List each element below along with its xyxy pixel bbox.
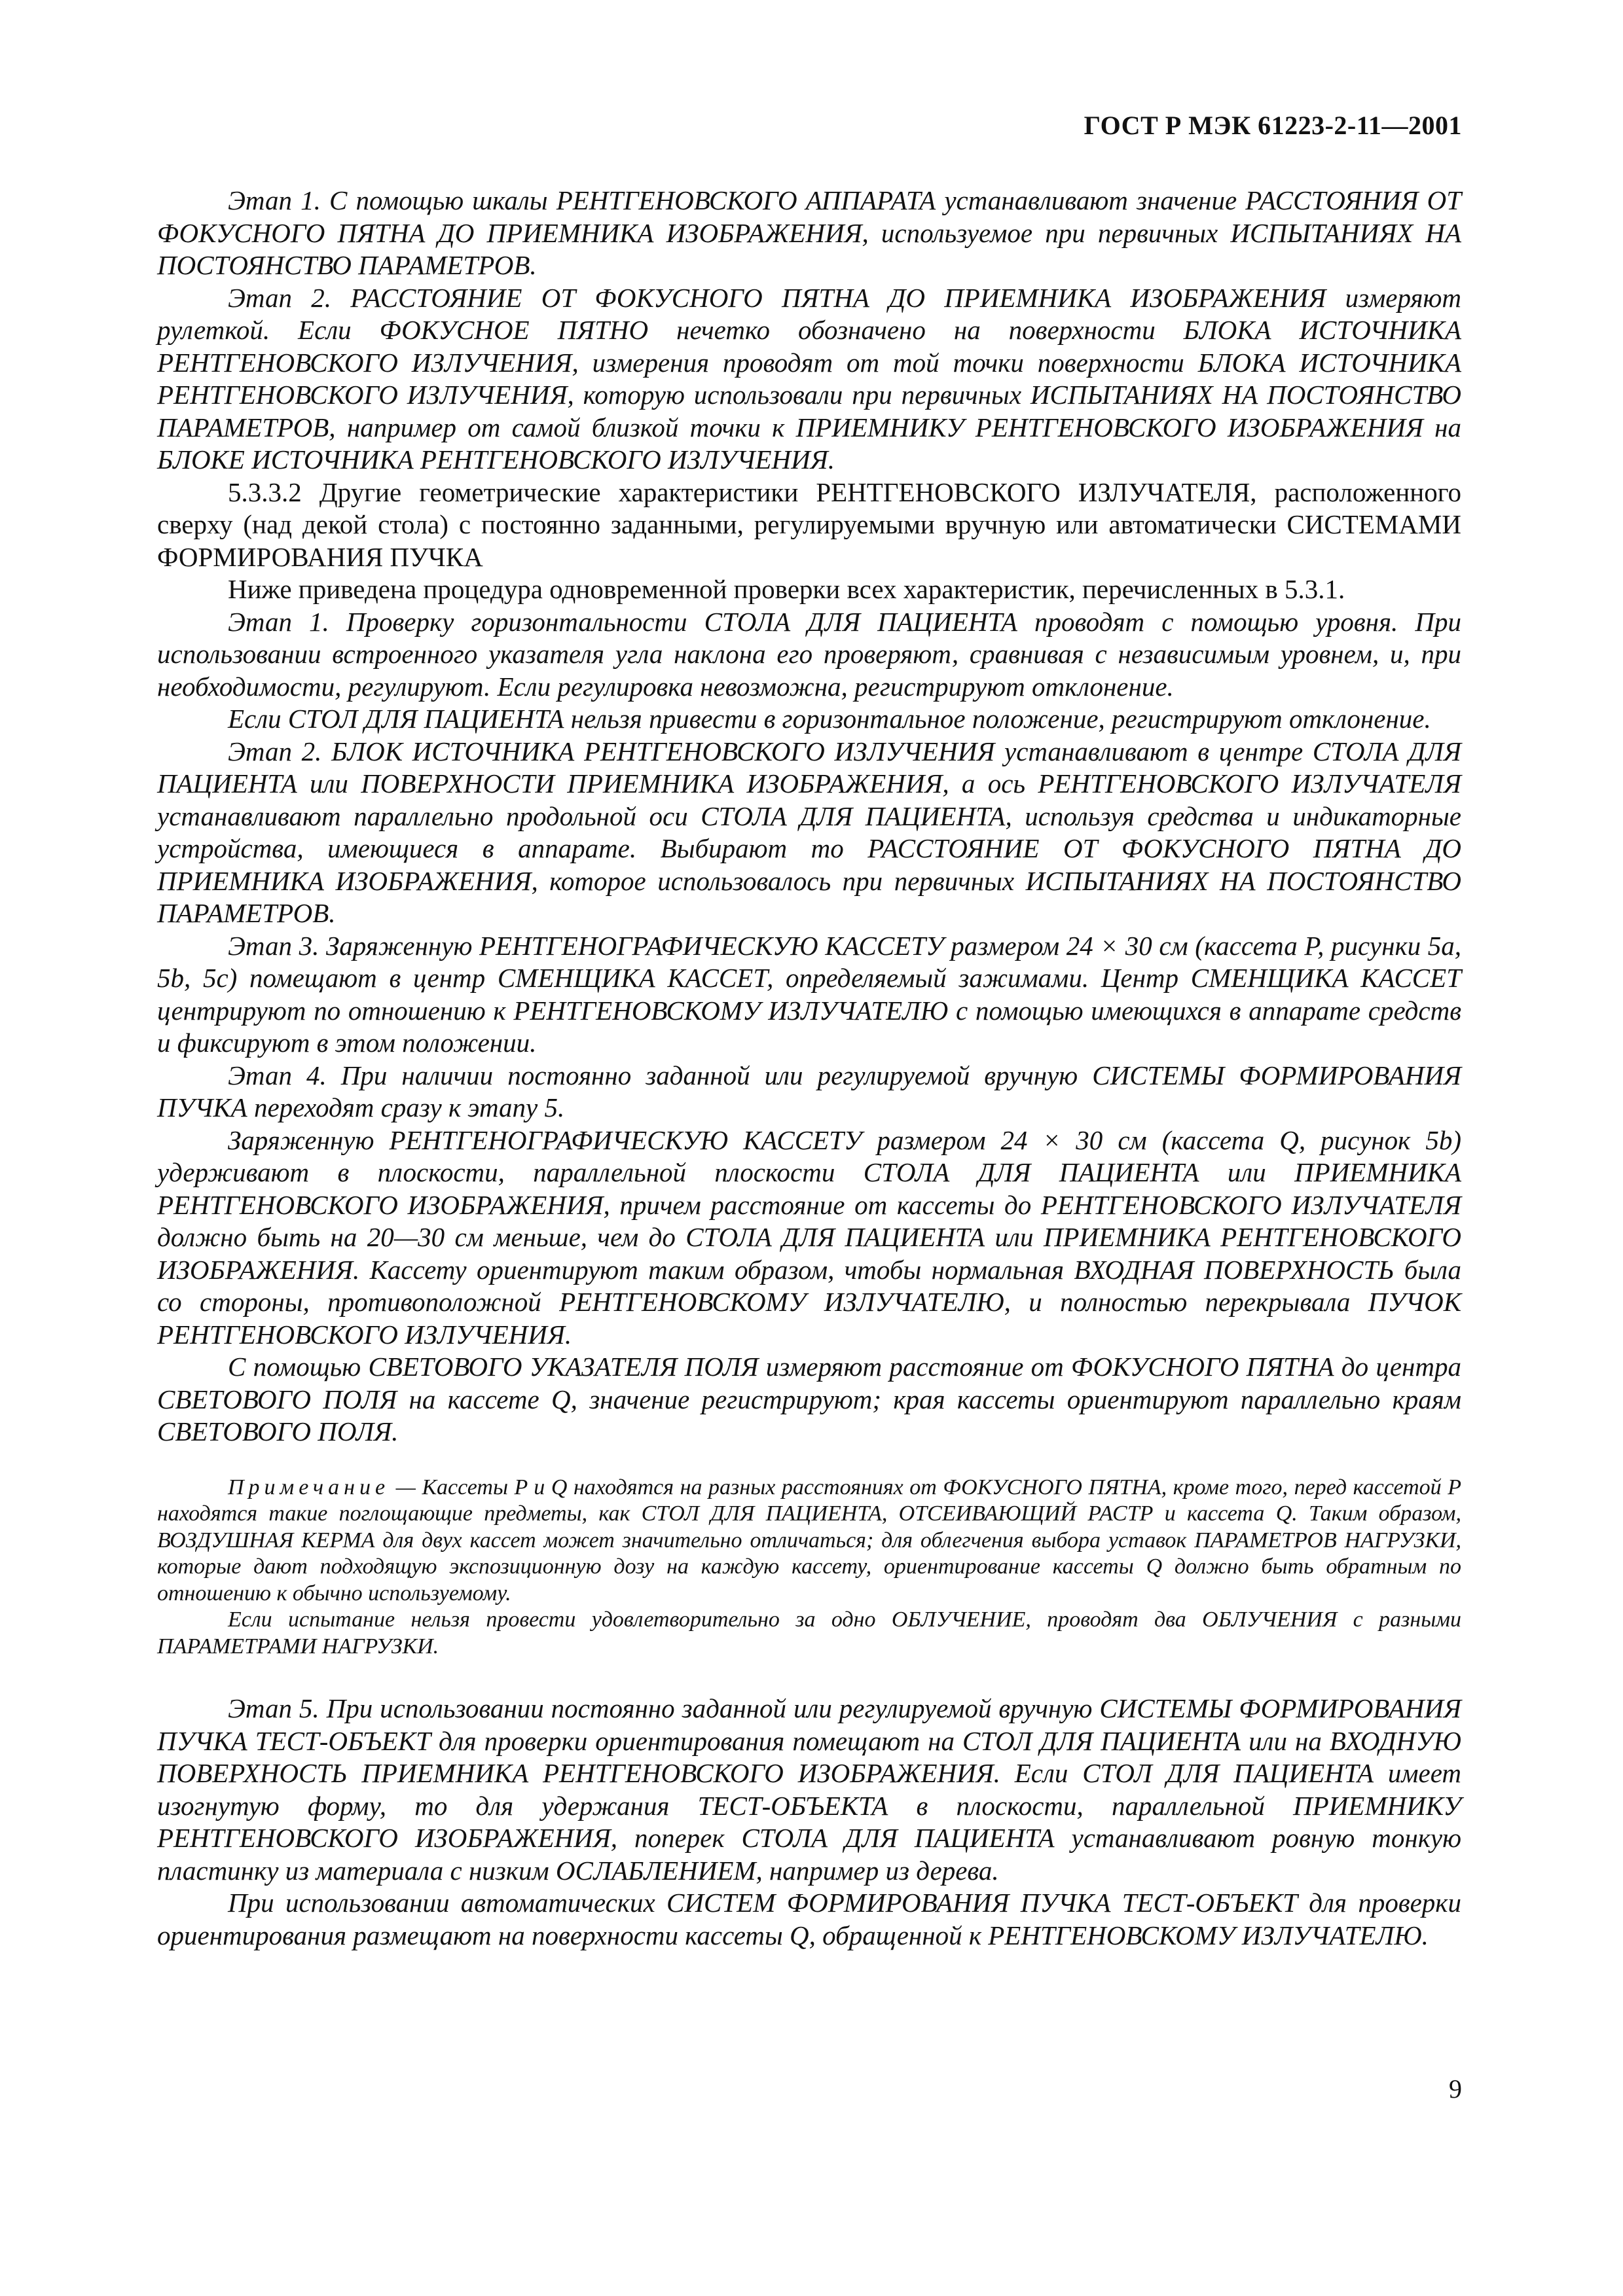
note-text: — Кассеты P и Q находятся на разных расстояниях от ФОКУСНОГО ПЯТНА, кроме того, перед кассетой P находятся такие поглощающие предметы, как СТОЛ ДЛЯ ПАЦИЕНТА, ОТСЕИВАЮЩИЙ РАСТР и кассета Q. Таким образом, ВОЗДУШНАЯ КЕРМА для двух кассет может значительно отличаться; для облегчения выбора уставок ПАРАМЕТРОВ НАГРУЗКИ, которые дают подходящую экспозиционную дозу на каждую кассету, ориентирование кассеты Q должно быть обратным по отношению к обычно используемому. <box>157 1475 1461 1605</box>
document-body <box>157 185 1461 1952</box>
paragraph-automatic-beam-system: При использовании автоматических СИСТЕМ ФОРМИРОВАНИЯ ПУЧКА ТЕСТ-ОБЪЕКТ для проверки ориентирования размещают на поверхности кассеты Q, обращенной к РЕНТГЕНОВСКОМУ ИЗЛУЧАТЕЛЮ. <box>157 1888 1461 1950</box>
note-block <box>157 1475 1461 1660</box>
page-number: 9 <box>1449 2074 1462 2104</box>
paragraph-stage-5-test-object: Этап 5. При использовании постоянно заданной или регулируемой вручную СИСТЕМЫ ФОРМИРОВАНИЯ ПУЧКА ТЕСТ-ОБЪЕКТ для проверки ориентирования помещают на СТОЛ ДЛЯ ПАЦИЕНТА или на ВХОДНУЮ ПОВЕРХНОСТЬ ПРИЕМНИКА РЕНТГЕНОВСКОГО ИЗОБРАЖЕНИЯ. Если СТОЛ ДЛЯ ПАЦИЕНТА имеет изогнутую форму, то для удержания ТЕСТ-ОБЪЕКТА в плоскости, параллельной ПРИЕМНИКУ РЕНТГЕНОВСКОГО ИЗОБРАЖЕНИЯ, поперек СТОЛА ДЛЯ ПАЦИЕНТА устанавливают ровную тонкую пластинку из материала с низким ОСЛАБЛЕНИЕМ, например из дерева. <box>157 1693 1461 1886</box>
paragraph-stage-3-cassette: Этап 3. Заряженную РЕНТГЕНОГРАФИЧЕСКУЮ КАССЕТУ размером 24 × 30 см (кассета P, рисунки 5a, 5b, 5c) помещают в центр СМЕНЩИКА КАССЕТ, определяемый зажимами. Центр СМЕНЩИКА КАССЕТ центрируют по отношению к РЕНТГЕНОВСКОМУ ИЗЛУЧАТЕЛЮ с помощью имеющихся в аппарате средств и фиксируют в этом положении. <box>157 930 1461 1058</box>
paragraph-procedure-intro: Ниже приведена процедура одновременной проверки всех характеристик, перечисленных в 5.3.1. <box>228 574 1345 604</box>
page-header: ГОСТ Р МЭК 61223-2-11—2001 <box>1084 111 1462 140</box>
paragraph-stage-1-table: Этап 1. Проверку горизонтальности СТОЛА ДЛЯ ПАЦИЕНТА проводят с помощью уровня. При использовании встроенного указателя угла наклона его проверяют, сравнивая с независимым уровнем, и, при необходимости, регулируют. Если регулировка невозможна, регистрируют отклонение. <box>157 606 1461 702</box>
paragraph-cassette-q: Заряженную РЕНТГЕНОГРАФИЧЕСКУЮ КАССЕТУ размером 24 × 30 см (кассета Q, рисунок 5b) удерживают в плоскости, параллельной плоскости СТОЛА ДЛЯ ПАЦИЕНТА или ПРИЕМНИКА РЕНТГЕНОВСКОГО ИЗОБРАЖЕНИЯ, причем расстояние от кассеты до РЕНТГЕНОВСКОГО ИЗЛУЧАТЕЛЯ должно быть на 20—30 см меньше, чем до СТОЛА ДЛЯ ПАЦИЕНТА или ПРИЕМНИКА РЕНТГЕНОВСКОГО ИЗОБРАЖЕНИЯ. Кассету ориентируют таким образом, чтобы нормальная ВХОДНАЯ ПОВЕРХНОСТЬ была со стороны, противоположной РЕНТГЕНОВСКОМУ ИЗЛУЧАТЕЛЮ, и полностью перекрывала ПУЧОК РЕНТГЕНОВСКОГО ИЗЛУЧЕНИЯ. <box>157 1124 1461 1350</box>
note-label: Примечание <box>228 1475 390 1499</box>
paragraph-light-field: С помощью СВЕТОВОГО УКАЗАТЕЛЯ ПОЛЯ измеряют расстояние от ФОКУСНОГО ПЯТНА до центра СВЕТОВОГО ПОЛЯ на кассете Q, значение регистрируют; края кассеты ориентируют параллельно краям СВЕТОВОГО ПОЛЯ. <box>157 1352 1461 1446</box>
note-paragraph <box>157 1475 1461 1607</box>
note-continuation: Если испытание нельзя провести удовлетворительно за одно ОБЛУЧЕНИЕ, проводят два ОБЛУЧЕНИЯ с разными ПАРАМЕТРАМИ НАГРУЗКИ. <box>157 1607 1461 1659</box>
paragraph-stage-2-source-block: Этап 2. БЛОК ИСТОЧНИКА РЕНТГЕНОВСКОГО ИЗЛУЧЕНИЯ устанавливают в центре СТОЛА ДЛЯ ПАЦИЕНТА или ПОВЕРХНОСТИ ПРИЕМНИКА ИЗОБРАЖЕНИЯ, а ось РЕНТГЕНОВСКОГО ИЗЛУЧАТЕЛЯ устанавливают параллельно продольной оси СТОЛА ДЛЯ ПАЦИЕНТА, используя средства и индикаторные устройства, имеющиеся в аппарате. Выбирают то РАССТОЯНИЕ ОТ ФОКУСНОГО ПЯТНА ДО ПРИЕМНИКА ИЗОБРАЖЕНИЯ, которое использовалось при первичных ИСПЫТАНИЯХ НА ПОСТОЯНСТВО ПАРАМЕТРОВ. <box>157 736 1461 928</box>
paragraph-stage-1-distance: Этап 1. С помощью шкалы РЕНТГЕНОВСКОГО АППАРАТА устанавливают значение РАССТОЯНИЯ ОТ ФОКУСНОГО ПЯТНА ДО ПРИЕМНИКА ИЗОБРАЖЕНИЯ, используемое при первичных ИСПЫТАНИЯХ НА ПОСТОЯНСТВО ПАРАМЕТРОВ. <box>157 185 1461 280</box>
paragraph-stage-2-distance: Этап 2. РАССТОЯНИЕ ОТ ФОКУСНОГО ПЯТНА ДО ПРИЕМНИКА ИЗОБРАЖЕНИЯ измеряют рулеткой. Если ФОКУСНОЕ ПЯТНО нечетко обозначено на поверхности БЛОКА ИСТОЧНИКА РЕНТГЕНОВСКОГО ИЗЛУЧЕНИЯ, измерения проводят от той точки поверхности БЛОКА ИСТОЧНИКА РЕНТГЕНОВСКОГО ИЗЛУЧЕНИЯ, которую использовали при первичных ИСПЫТАНИЯХ НА ПОСТОЯНСТВО ПАРАМЕТРОВ, например от самой близкой точки к ПРИЕМНИКУ РЕНТГЕНОВСКОГО ИЗОБРАЖЕНИЯ на БЛОКЕ ИСТОЧНИКА РЕНТГЕНОВСКОГО ИЗЛУЧЕНИЯ. <box>157 282 1461 475</box>
paragraph-table-deviation: Если СТОЛ ДЛЯ ПАЦИЕНТА нельзя привести в горизонтальное положение, регистрируют отклонение. <box>228 704 1431 734</box>
paragraph-stage-4-beam-system: Этап 4. При наличии постоянно заданной или регулируемой вручную СИСТЕМЫ ФОРМИРОВАНИЯ ПУЧКА переходят сразу к этапу 5. <box>157 1060 1461 1122</box>
section-5-3-3-2: 5.3.3.2 Другие геометрические характеристики РЕНТГЕНОВСКОГО ИЗЛУЧАТЕЛЯ, расположенного сверху (над декой стола) с постоянно заданными, регулируемыми вручную или автоматически СИСТЕМАМИ ФОРМИРОВАНИЯ ПУЧКА <box>157 476 1461 572</box>
